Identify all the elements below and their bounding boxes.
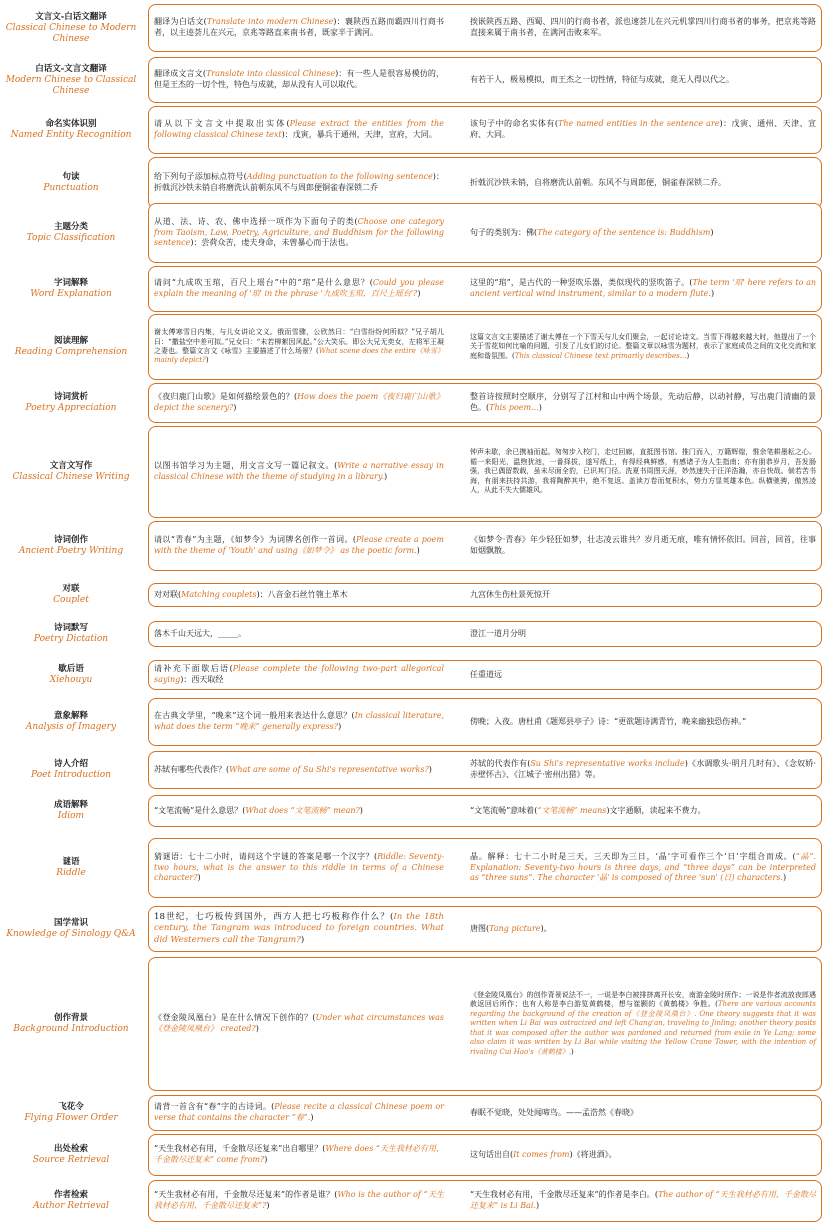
task-label-zh: 作者检索 [53,1190,88,1200]
task-label [0,906,142,952]
task-label-en: Poetry Appreciation [25,403,117,413]
example-answer [468,957,818,1091]
task-label-en: Topic Classification [26,233,116,243]
example-answer [468,838,818,898]
example-question [152,621,448,647]
answer-text: 苏轼的代表作有(Su Shi's representative works include)《水调歌头·明月几时有》、《念奴娇·赤壁怀古》、《江城子·密州出猎》等。 [470,759,816,779]
answer-text: 这里的“琯”，是古代的一种竖吹乐器，类似现代的竖吹笛子。(The term '琯' here refers to an ancient vertical wind instrument, similar to a modern flute.) [470,278,816,298]
question-text: 落木千山天远大，_____。 [154,628,246,638]
example-question [152,838,448,898]
example-answer [468,660,818,690]
example-answer [468,751,818,789]
task-label-zh: 文言文-白话文翻译 [35,11,107,22]
example-answer [468,266,818,312]
task-label-en: Author Retrieval [33,1201,109,1211]
task-label [0,621,142,647]
task-label-en: Word Explanation [30,289,112,299]
example-answer [468,383,818,423]
task-label-zh: 对联 [62,584,80,594]
task-label [0,660,142,690]
question-text: 以图书馆学习为主题，用文言文写一篇记叙文。(Write a narrative essay in classical Chinese with the theme of studying in a library.) [154,461,445,481]
task-label-en: Background Introduction [13,1024,129,1034]
answer-text: 该句子中的命名实体有(The named entities in the sentence are)：戊寅、通州、天津、宣府、大同。 [470,119,817,139]
answer-text: 《登金陵凤凰台》的创作背景说法不一，一说是李白被排挤离开长安，南游金陵时所作；一说是作者流放夜郎遇赦返回后所作；也有人称是李白游览黄鹤楼，想与崔颢的《黄鹤楼》争胜。(There are various accounts regarding the background of the creation of《登金陵凤凰台》. One theory suggests that it was written when Li Bai was ostracized and left Chang'an, traveling to Jinling; another theory posits that it was composed after the author was pardoned and returned from exile in Ye Lang; some also claim it was written by Li Bai while visiting the Yellow Crane Tower, with the intention of rivaling Cui Hao's《黄鹤楼》.) [470,991,817,1056]
task-row [0,157,830,209]
task-row [0,4,830,52]
question-text: “天生我材必有用，千金散尽还复来”出自哪里？(Where does “天生我材必有用，千金散尽还复来” come from?) [154,1144,444,1164]
example-question [152,751,448,789]
task-label-zh: 文言文写作 [49,461,93,471]
answer-text: 九宫休生伤杜景死惊开 [470,589,550,599]
task-label [0,521,142,571]
task-label [0,426,142,518]
question-text: 请以“青春”为主题，《如梦令》为词牌名创作一首词。(Please create a poem with the theme of 'Youth' and using《如梦令》 as the poetic form.) [154,535,444,555]
question-text: 《登金陵凤凰台》是在什么情况下创作的？(Under what circumstances was《登金陵凤凰台》 created?) [154,1013,445,1033]
example-question [152,266,448,312]
question-text: 苏轼有哪些代表作？(What are some of Su Shi's representative works?) [154,764,432,774]
answer-text: 有若干人，极易模拟，而王杰之一切性情，特征与成就，竟无人得以代之。 [470,74,734,84]
task-label-en: Classical Chinese Writing [12,472,130,482]
task-label [0,1095,142,1131]
example-question [152,157,448,209]
task-label [0,795,142,827]
task-label-zh: 谜语 [62,857,80,867]
example-answer [468,426,818,518]
answer-text: 挨嵌陕西五路、西蜀、四川的行商书者，派也速荟儿在兴元机掌四川行商书者的事务，把京兆等路直接来属于南书者，在满河击败来军。 [470,17,816,37]
example-answer [468,583,818,607]
answer-text: 傍晚；入夜。唐杜甫《题郑县亭子》诗：“更欲题诗满青竹，晚来幽独恐伤神。” [470,716,747,726]
task-label-zh: 成语解释 [53,800,88,810]
example-question [152,1134,448,1176]
example-answer [468,1095,818,1131]
task-label-zh: 阅读理解 [53,336,88,346]
task-row [0,1095,830,1131]
task-label [0,751,142,789]
task-row [0,838,830,898]
question-text: 《夜归鹿门山歌》是如何描绘景色的？(How does the poem《夜归鹿门山歌》 depict the scenery?) [154,392,445,412]
answer-text: 春眠不觉晓，处处闻啼鸟。——孟浩然《春晓》 [470,1107,638,1117]
task-label [0,57,142,103]
task-label-zh: 国学常识 [53,918,88,928]
example-question [152,106,448,154]
answer-text: 晶。解释：七十二小时是三天，三天即为三日，‘晶’字可看作三个‘日’字组合而成。(“晶”. Explanation: Seventy-two hours is three days, and “three days” can be interpreted as “three suns”. The character '晶' is composed of three 'sun' (日) characters.) [470,852,816,883]
task-label-zh: 字词解释 [53,278,88,288]
question-text: “文笔流畅”是什么意思？(What does “文笔流畅” mean?) [154,805,363,815]
task-label-zh: 主题分类 [53,222,88,232]
task-label-en: Reading Comprehension [14,347,128,357]
question-text: 翻译成文言文(Translate into classical Chinese)：有一些人是很容易模仿的，但是王杰的一切个性，特色与成就，却从没有人可以取代。 [154,69,445,89]
answer-text: 这句话出自(It comes from)《将进酒》。 [470,1149,617,1159]
task-row [0,203,830,263]
task-label [0,203,142,263]
example-question [152,795,448,827]
task-label [0,583,142,607]
task-label-en: Idiom [57,811,85,821]
task-label [0,1134,142,1176]
task-label-en: Flying Flower Order [24,1113,118,1123]
task-label-en: Poetry Dictation [33,634,109,644]
task-row [0,660,830,690]
task-label [0,157,142,209]
example-answer [468,521,818,571]
example-answer [468,4,818,52]
task-row [0,583,830,607]
example-question [152,1095,448,1131]
task-label-zh: 诗人介绍 [53,759,88,769]
example-question [152,4,448,52]
task-row [0,1180,830,1222]
task-label [0,698,142,746]
task-label [0,838,142,898]
task-label [0,1180,142,1222]
task-label-zh: 诗词赏析 [53,392,88,402]
question-text: “天生我材必有用，千金散尽还复来”的作者是谁？(Who is the author of “天生我材必有用，千金散尽还复来”?) [154,1190,444,1210]
task-label-en: Analysis of Imagery [25,722,117,732]
task-label-en: Knowledge of Sinology Q&A [6,929,136,939]
example-answer [468,621,818,647]
example-question [152,426,448,518]
example-answer [468,314,818,380]
answer-text: 唐图(Tang picture)。 [470,923,552,933]
task-label-en: Riddle [56,868,86,878]
answer-text: “天生我材必有用，千金散尽还复来”的作者是李白。(The author of “天生我材必有用，千金散尽还复来” is Li Bai.) [470,1190,816,1210]
task-row [0,795,830,827]
task-label-en: Punctuation [43,183,99,193]
task-row [0,106,830,154]
example-question [152,583,448,607]
example-answer [468,106,818,154]
example-question [152,521,448,571]
task-row [0,751,830,789]
task-label-en: Ancient Poetry Writing [18,546,124,556]
task-row [0,57,830,103]
answer-text: 《如梦令·青春》年少轻狂如梦，壮志凌云谁共？岁月逝无痕，唯有情怀依旧。回首，回首，往事如烟飘散。 [470,535,816,555]
task-label-en: Poet Introduction [31,770,111,780]
task-row [0,957,830,1091]
task-label [0,957,142,1091]
question-text: 请背一首含有“春”字的古诗词。(Please recite a classical Chinese poem or verse that contains the character “春”.) [154,1102,444,1122]
question-text: 请从以下文言文中提取出实体(Please extract the entities from the following classical Chinese text)：戊寅，暴兵于通州，天津，宣府，大同。 [154,119,444,139]
example-answer [468,906,818,952]
task-label-zh: 歇后语 [58,664,84,674]
example-question [152,906,448,952]
example-answer [468,795,818,827]
example-question [152,383,448,423]
task-label [0,314,142,380]
task-label-zh: 诗词创作 [53,535,88,545]
answer-text: 句子的类别为：佛(The category of the sentence is: Buddhism) [470,227,714,237]
example-question [152,698,448,746]
task-label-en: Classical Chinese to Modern Chinese [5,22,137,44]
task-label-zh: 句读 [62,172,80,182]
task-label-en: Named Entity Recognition [10,130,132,140]
example-question [152,660,448,690]
example-question [152,1180,448,1222]
question-text: 猜谜语：七十二小时，请问这个字谜的答案是哪一个汉字？(Riddle: Seventy-two hours, what is the answer to this riddle in terms of a Chinese character?) [154,852,445,883]
task-row [0,621,830,647]
task-label-zh: 创作背景 [53,1013,88,1023]
example-question [152,203,448,263]
question-text: 请问“九成吹玉琯，百尺上瑶台”中的“琯”是什么意思？(Could you please explain the meaning of '琯' in the phrase '九成吹玉琯，百尺上瑶台'?) [154,278,444,298]
task-label-en: Source Retrieval [32,1155,110,1165]
example-answer [468,57,818,103]
task-row [0,1134,830,1176]
example-question [152,314,448,380]
answer-text: 这篇文言文主要描述了谢太傅在一个下雪天与儿女们聚会，一起讨论诗文。当雪下得越来越大时，他提出了一个关于雪花如何比喻的问题，引发了儿女们的讨论。整篇文章以咏雪为题材，表示了家庭成员之间的文化交流和家庭和谐氛围。(This classical Chinese text primarily describes...) [470,332,816,360]
task-row [0,383,830,423]
question-text: 在古典文学里，“晚来”这个词一般用来表达什么意思？(In classical literature, what does the term “晚来” generally express?) [154,711,444,731]
task-label-zh: 命名实体识别 [45,119,97,129]
task-label-zh: 意象解释 [53,711,88,721]
answer-text: 整首诗按照时空顺序，分别写了江村和山中两个场景，先动后静，以动衬静，写出鹿门清幽的景色。(This poem...) [470,392,816,412]
question-text: 请补充下面歇后语(Please complete the following two-part allegorical saying)：西天取经 [154,664,445,684]
task-label-en: Xiehouyu [49,675,93,685]
answer-text: “文笔流畅”意味着(“文笔流畅” means)文字通顺，读起来不费力。 [470,805,706,815]
question-text: 翻译为白话文(Translate into modern Chinese)：襄陕西五路而霸四川行商书者，以主逵荟儿在兴元，京兆等路直来南书者，既家半于满河。 [154,17,444,37]
answer-text: 折戟沉沙铁未销，自将磨洗认前朝。东风不与周郎便，铜雀春深锁二乔。 [470,177,726,187]
task-row [0,521,830,571]
task-label-zh: 出处检索 [53,1144,88,1154]
example-answer [468,698,818,746]
task-label [0,266,142,312]
task-label-zh: 飞花令 [58,1102,84,1112]
task-label [0,4,142,52]
task-label-en: Couplet [53,595,89,605]
answer-text: 钟声未歇，余已携袖而起。匆匆步入校门，走过回廊，直抵图书馆。推门而入，万籍辉煌，惟余笔耕墨耘之心。循一来阳光，温煦犹池，一番择拔，遂写纸上，有得经典鲜感，有感诸子为人生指南；亦有朋恭岁月，吾发肠强，我已偶留数载，虽未尽面全豹，已识其门径。洗夏书周图天涯，妙然速失于汪洋浩瀚，亦自快哉。倘若苦书海，有朋来扶持共游，我将陶醉其中，绝不复返。盖读万卷而复积水，势力方显英雄本色。纵横驰骋，傲然凌人，从此不失大儒雄风。 [470,448,816,495]
task-label [0,383,142,423]
question-text: 谢太傅寒雪日内集，与儿女讲论文义。俄而雪骤，公欣然曰：“白雪纷纷何所似？”兄子胡儿曰：“撒盐空中差可拟。”兄女曰：“未若柳絮因风起。”公大笑乐。即公大兄无奕女，左将军王凝之妻也。整篇文言文《咏雪》主要描述了什么场景？(What scene does the entire《咏雪》 mainly depict?) [154,328,444,365]
task-label-zh: 白话文-文言文翻译 [35,63,107,74]
example-question [152,957,448,1091]
question-text: 从道、法、诗、农、佛中选择一项作为下面句子的类(Choose one category from Taoism, Law, Poetry, Agriculture, and Buddhism for the following sentence)：尝荷众苦，虔夫身命，未曾暴心而于法也。 [154,217,445,248]
task-row [0,698,830,746]
task-row [0,314,830,380]
task-row [0,426,830,518]
question-text: 18世纪，七巧板传到国外，西方人把七巧板称作什么？(In the 18th century, the Tangram was introduced to foreign countries. What did Westerners call the Tangram?) [154,912,444,945]
task-row [0,906,830,952]
example-answer [468,1134,818,1176]
question-text: 对对联(Matching couplets)：八音金石丝竹匏土革木 [154,589,348,599]
task-label-zh: 诗词默写 [53,623,88,633]
example-answer [468,157,818,209]
task-row [0,266,830,312]
task-label-en: Modern Chinese to Classical Chinese [5,74,137,96]
example-question [152,57,448,103]
example-answer [468,1180,818,1222]
answer-text: 任重道远 [470,669,502,679]
task-label [0,106,142,154]
answer-text: 澄江一道月分明 [470,628,526,638]
example-answer [468,203,818,263]
question-text: 给下列句子添加标点符号(Adding punctuation to the following sentence)：折戟沉沙铁未销自将磨洗认前朝东风不与周郎便铜雀春深锁二乔 [154,172,445,192]
